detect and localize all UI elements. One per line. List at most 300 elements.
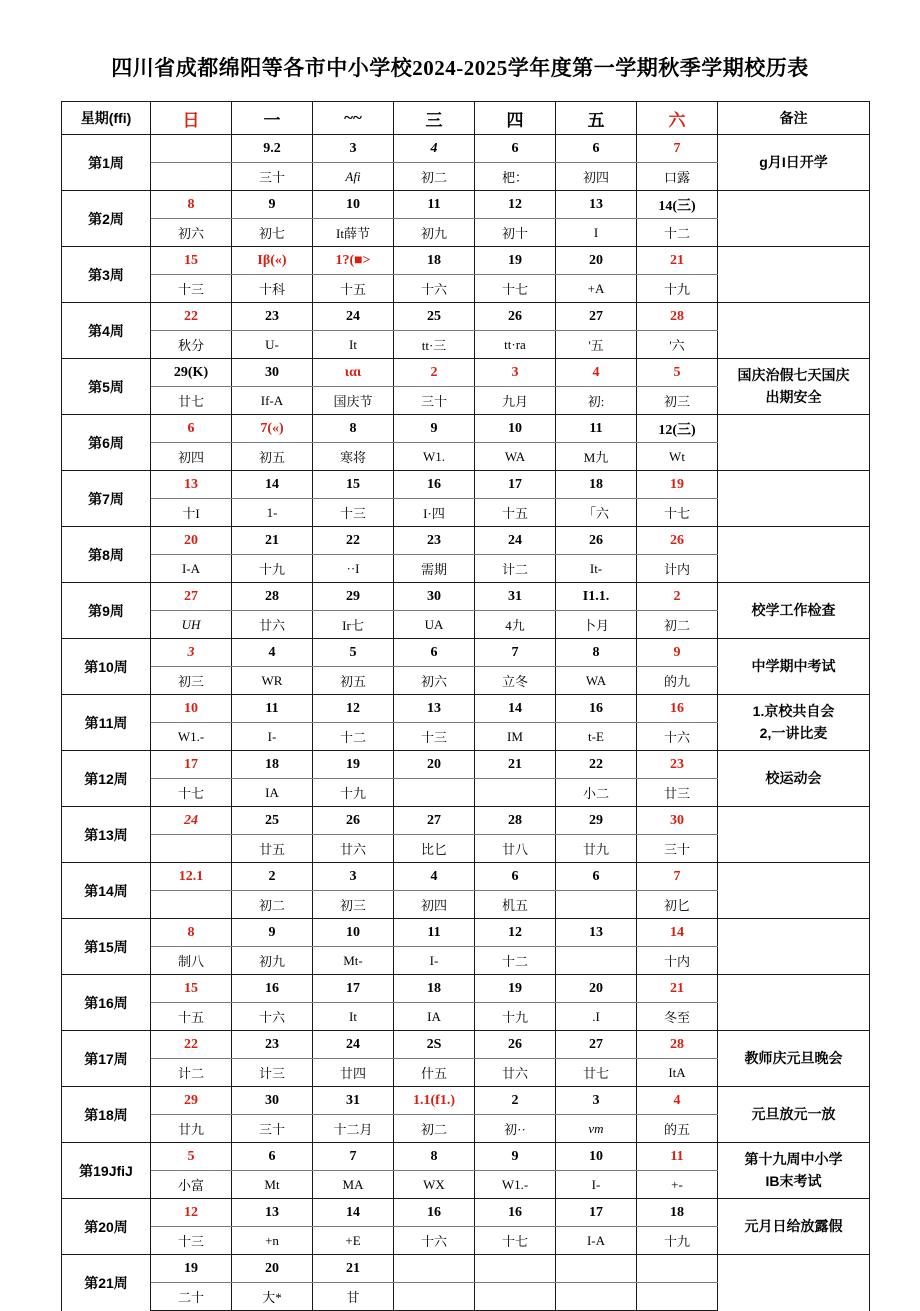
lunar-cell	[475, 779, 556, 807]
date-cell: 4	[232, 639, 313, 667]
week-label-cell: 第8周	[62, 527, 151, 583]
date-cell: 26	[313, 807, 394, 835]
lunar-cell: 十科	[232, 275, 313, 303]
lunar-cell: 十二	[475, 947, 556, 975]
header-day-tuesday: ~~	[313, 102, 394, 135]
lunar-cell: 小富	[151, 1171, 232, 1199]
date-cell: 6	[151, 415, 232, 443]
lunar-cell: IM	[475, 723, 556, 751]
lunar-cell: 小二	[556, 779, 637, 807]
date-cell: 20	[232, 1255, 313, 1283]
week-label-cell: 第6周	[62, 415, 151, 471]
date-cell: 8	[151, 191, 232, 219]
date-cell: 31	[475, 583, 556, 611]
lunar-cell: 初四	[556, 163, 637, 191]
date-cell: 12	[151, 1199, 232, 1227]
date-cell: 17	[313, 975, 394, 1003]
note-line: 国庆治假七天国庆	[737, 366, 850, 383]
lunar-cell: 初三	[637, 387, 718, 415]
date-cell: 6	[475, 863, 556, 891]
lunar-cell: 国庆节	[313, 387, 394, 415]
lunar-cell: 初五	[232, 443, 313, 471]
lunar-cell: 三十	[637, 835, 718, 863]
header-day-thursday: 四	[475, 102, 556, 135]
table-row	[62, 471, 870, 499]
date-cell: 22	[556, 751, 637, 779]
lunar-cell: 二十	[151, 1283, 232, 1311]
lunar-cell: 计三	[232, 1059, 313, 1087]
date-cell: 23	[232, 303, 313, 331]
date-cell: 13	[394, 695, 475, 723]
note-cell	[718, 1143, 870, 1199]
week-label-cell: 第18周	[62, 1087, 151, 1143]
note-cell	[718, 1199, 870, 1255]
date-cell: 29	[556, 807, 637, 835]
lunar-cell	[556, 891, 637, 919]
lunar-cell: UH	[151, 611, 232, 639]
table-row	[62, 975, 870, 1003]
date-cell: 27	[394, 807, 475, 835]
lunar-cell: I-	[556, 1171, 637, 1199]
lunar-cell: t-E	[556, 723, 637, 751]
date-cell: 29	[151, 1087, 232, 1115]
lunar-cell: W1.	[394, 443, 475, 471]
lunar-cell: Wt	[637, 443, 718, 471]
note-line: g月I日开学	[759, 153, 828, 170]
date-cell: 10	[313, 191, 394, 219]
note-cell	[718, 191, 870, 247]
table-row	[62, 583, 870, 611]
lunar-cell: Afi	[313, 163, 394, 191]
lunar-cell: 杷：	[475, 163, 556, 191]
note-line: 中学期中考试	[751, 657, 836, 674]
lunar-cell: 的五	[637, 1115, 718, 1143]
date-cell: 9	[637, 639, 718, 667]
table-row	[62, 1087, 870, 1115]
note-cell	[718, 751, 870, 807]
lunar-cell: M九	[556, 443, 637, 471]
date-cell: 8	[151, 919, 232, 947]
header-day-friday: 五	[556, 102, 637, 135]
lunar-cell: 初三	[313, 891, 394, 919]
table-row	[62, 751, 870, 779]
date-cell: 26	[475, 303, 556, 331]
date-cell: 25	[394, 303, 475, 331]
date-cell: 31	[313, 1087, 394, 1115]
date-cell	[475, 1255, 556, 1283]
lunar-cell: 计二	[475, 555, 556, 583]
lunar-cell: 立冬	[475, 667, 556, 695]
lunar-cell: 廿八	[475, 835, 556, 863]
date-cell: 27	[151, 583, 232, 611]
note-line: IB末考试	[765, 1172, 822, 1189]
lunar-cell	[394, 779, 475, 807]
date-cell: 24	[475, 527, 556, 555]
note-cell	[718, 359, 870, 415]
week-label-cell: 第16周	[62, 975, 151, 1031]
lunar-cell: 十六	[232, 1003, 313, 1031]
date-cell: 7	[313, 1143, 394, 1171]
date-cell: 12	[475, 191, 556, 219]
note-cell	[718, 639, 870, 695]
date-cell: 6	[475, 135, 556, 163]
date-cell: 23	[394, 527, 475, 555]
date-cell: 15	[313, 471, 394, 499]
date-cell: 7(«)	[232, 415, 313, 443]
lunar-cell	[475, 1283, 556, 1311]
date-cell: 2	[475, 1087, 556, 1115]
lunar-cell: 初四	[394, 891, 475, 919]
lunar-cell: Mt-	[313, 947, 394, 975]
lunar-cell: 初七	[232, 219, 313, 247]
date-cell: 6	[556, 863, 637, 891]
lunar-cell: +n	[232, 1227, 313, 1255]
date-cell: 6	[394, 639, 475, 667]
date-cell: I1.1.	[556, 583, 637, 611]
lunar-cell: It	[313, 331, 394, 359]
lunar-cell	[394, 1283, 475, 1311]
table-row	[62, 303, 870, 331]
lunar-cell: 三十	[232, 163, 313, 191]
date-cell: 17	[556, 1199, 637, 1227]
date-cell: 16	[637, 695, 718, 723]
date-cell: 8	[313, 415, 394, 443]
table-row	[62, 527, 870, 555]
date-cell: 20	[151, 527, 232, 555]
lunar-cell	[151, 163, 232, 191]
lunar-cell: 廿七	[556, 1059, 637, 1087]
note-line: 元月日给放露假	[744, 1217, 843, 1234]
date-cell: 2	[232, 863, 313, 891]
date-cell: 21	[637, 247, 718, 275]
date-cell: 7	[637, 135, 718, 163]
date-cell: 23	[637, 751, 718, 779]
table-row	[62, 1031, 870, 1059]
note-line: 教师庆元旦晚会	[744, 1049, 843, 1066]
lunar-cell: MA	[313, 1171, 394, 1199]
lunar-cell: WX	[394, 1171, 475, 1199]
lunar-cell: U-	[232, 331, 313, 359]
lunar-cell: 4九	[475, 611, 556, 639]
date-cell: 15	[151, 247, 232, 275]
lunar-cell: 十I	[151, 499, 232, 527]
lunar-cell: 十七	[475, 1227, 556, 1255]
date-cell: 10	[475, 415, 556, 443]
date-cell: 28	[637, 1031, 718, 1059]
date-cell: 13	[232, 1199, 313, 1227]
lunar-cell: 十三	[151, 1227, 232, 1255]
note-cell	[718, 807, 870, 863]
table-row	[62, 695, 870, 723]
lunar-cell: WR	[232, 667, 313, 695]
date-cell: 2	[394, 359, 475, 387]
date-cell: 14	[313, 1199, 394, 1227]
date-cell: 16	[394, 1199, 475, 1227]
header-note-column: 备注	[718, 102, 870, 135]
lunar-cell: 寒将	[313, 443, 394, 471]
note-cell	[718, 527, 870, 583]
lunar-cell: 十七	[475, 275, 556, 303]
header-row	[62, 102, 870, 135]
lunar-cell: 口露	[637, 163, 718, 191]
page-title: 四川省成都绵阳等各市中小学校2024-2025学年度第一学期秋季学期校历表	[111, 56, 809, 80]
note-line: 2,一讲比麦	[759, 724, 828, 741]
note-line: 第十九周中小学	[744, 1150, 843, 1167]
date-cell: 14(三)	[637, 191, 718, 219]
date-cell: 3	[313, 863, 394, 891]
date-cell: 11	[394, 919, 475, 947]
lunar-cell: '六	[637, 331, 718, 359]
note-line: 出期安全	[765, 388, 822, 405]
lunar-cell: 十二	[313, 723, 394, 751]
week-label-cell: 第2周	[62, 191, 151, 247]
lunar-cell	[556, 947, 637, 975]
date-cell: 19	[475, 975, 556, 1003]
date-cell: 28	[475, 807, 556, 835]
lunar-cell: ··I	[313, 555, 394, 583]
lunar-cell: 十九	[313, 779, 394, 807]
week-label-cell: 第20周	[62, 1199, 151, 1255]
date-cell: 9	[475, 1143, 556, 1171]
lunar-cell: ItA	[637, 1059, 718, 1087]
lunar-cell: It薛节	[313, 219, 394, 247]
lunar-cell: 初九	[394, 219, 475, 247]
date-cell: 10	[313, 919, 394, 947]
note-cell	[718, 975, 870, 1031]
note-line: 校运动会	[765, 769, 822, 786]
date-cell: 21	[637, 975, 718, 1003]
lunar-cell: 初五	[313, 667, 394, 695]
date-cell: 17	[475, 471, 556, 499]
lunar-cell: 十三	[394, 723, 475, 751]
table-header	[62, 102, 870, 135]
note-cell	[718, 1087, 870, 1143]
date-cell: 4	[394, 863, 475, 891]
table-row	[62, 359, 870, 387]
lunar-cell: 初三	[151, 667, 232, 695]
lunar-cell: 初四	[151, 443, 232, 471]
week-label-cell: 第21周	[62, 1255, 151, 1311]
lunar-cell: 需期	[394, 555, 475, 583]
lunar-cell: 「六	[556, 499, 637, 527]
lunar-cell: 廿五	[232, 835, 313, 863]
date-cell: 1?(■>	[313, 247, 394, 275]
lunar-cell: 的九	[637, 667, 718, 695]
date-cell: 25	[232, 807, 313, 835]
lunar-cell: 十九	[232, 555, 313, 583]
date-cell: 21	[232, 527, 313, 555]
lunar-cell: 十内	[637, 947, 718, 975]
lunar-cell: I-A	[556, 1227, 637, 1255]
lunar-cell: Mt	[232, 1171, 313, 1199]
lunar-cell: IA	[394, 1003, 475, 1031]
lunar-cell	[556, 1283, 637, 1311]
note-cell	[718, 247, 870, 303]
date-cell: 13	[151, 471, 232, 499]
date-cell: 22	[151, 303, 232, 331]
lunar-cell: 甘	[313, 1283, 394, 1311]
week-label-cell: 第10周	[62, 639, 151, 695]
lunar-cell: tt·三	[394, 331, 475, 359]
date-cell: 11	[556, 415, 637, 443]
lunar-cell: 初二	[394, 163, 475, 191]
date-cell: 3	[475, 359, 556, 387]
date-cell: 29(K)	[151, 359, 232, 387]
lunar-cell: 廿三	[637, 779, 718, 807]
lunar-cell: 十九	[475, 1003, 556, 1031]
note-line: 元旦放元一放	[751, 1105, 836, 1122]
table-row	[62, 191, 870, 219]
table-row	[62, 1143, 870, 1171]
date-cell: 16	[394, 471, 475, 499]
lunar-cell: 廿六	[475, 1059, 556, 1087]
week-label-cell: 第9周	[62, 583, 151, 639]
lunar-cell: 廿四	[313, 1059, 394, 1087]
lunar-cell: 十七	[151, 779, 232, 807]
lunar-cell: 初匕	[637, 891, 718, 919]
date-cell: 30	[394, 583, 475, 611]
date-cell: 4	[394, 135, 475, 163]
date-cell: 26	[556, 527, 637, 555]
date-cell: 16	[232, 975, 313, 1003]
date-cell: 29	[313, 583, 394, 611]
lunar-cell: 十九	[637, 1227, 718, 1255]
lunar-cell: 十五	[151, 1003, 232, 1031]
date-cell: 11	[232, 695, 313, 723]
lunar-cell: 十六	[394, 275, 475, 303]
table-body	[62, 135, 870, 1311]
date-cell: 18	[232, 751, 313, 779]
lunar-cell: 十二月	[313, 1115, 394, 1143]
date-cell: 16	[556, 695, 637, 723]
lunar-cell: 初六	[394, 667, 475, 695]
lunar-cell: 廿六	[313, 835, 394, 863]
table-row	[62, 807, 870, 835]
date-cell: 5	[637, 359, 718, 387]
lunar-cell: WA	[475, 443, 556, 471]
note-cell	[718, 135, 870, 191]
date-cell: 9	[232, 191, 313, 219]
date-cell: 3	[313, 135, 394, 163]
table-row	[62, 135, 870, 163]
date-cell: 26	[475, 1031, 556, 1059]
lunar-cell: +A	[556, 275, 637, 303]
date-cell: 30	[232, 1087, 313, 1115]
week-label-cell: 第1周	[62, 135, 151, 191]
lunar-cell: 初二	[232, 891, 313, 919]
lunar-cell: I-	[232, 723, 313, 751]
lunar-cell: 廿六	[232, 611, 313, 639]
date-cell: 22	[151, 1031, 232, 1059]
lunar-cell: Ir七	[313, 611, 394, 639]
date-cell: 7	[637, 863, 718, 891]
lunar-cell: 廿九	[556, 835, 637, 863]
table-row	[62, 863, 870, 891]
lunar-cell: 十五	[475, 499, 556, 527]
lunar-cell: 十七	[637, 499, 718, 527]
lunar-cell: It-	[556, 555, 637, 583]
lunar-cell: 廿九	[151, 1115, 232, 1143]
date-cell: 18	[637, 1199, 718, 1227]
date-cell: 8	[394, 1143, 475, 1171]
date-cell	[151, 135, 232, 163]
note-cell	[718, 863, 870, 919]
date-cell: 19	[313, 751, 394, 779]
lunar-cell: 初二	[637, 611, 718, 639]
date-cell: 30	[637, 807, 718, 835]
date-cell: 19	[475, 247, 556, 275]
table-row	[62, 247, 870, 275]
lunar-cell: 初九	[232, 947, 313, 975]
note-line: 校学工作检查	[751, 601, 836, 618]
lunar-cell: I	[556, 219, 637, 247]
note-line: 1.京校共自会	[752, 702, 835, 719]
week-label-cell: 第3周	[62, 247, 151, 303]
date-cell: 27	[556, 1031, 637, 1059]
table-row	[62, 1199, 870, 1227]
lunar-cell: I-	[394, 947, 475, 975]
header-day-wednesday: 三	[394, 102, 475, 135]
note-cell	[718, 583, 870, 639]
week-label-cell: 第17周	[62, 1031, 151, 1087]
table-row	[62, 415, 870, 443]
date-cell: 28	[232, 583, 313, 611]
lunar-cell: 什五	[394, 1059, 475, 1087]
note-cell	[718, 471, 870, 527]
date-cell	[637, 1255, 718, 1283]
week-label-cell: 第12周	[62, 751, 151, 807]
date-cell: 1.1(f1.)	[394, 1087, 475, 1115]
note-cell	[718, 919, 870, 975]
date-cell	[394, 1255, 475, 1283]
lunar-cell: 卜月	[556, 611, 637, 639]
lunar-cell: 十六	[394, 1227, 475, 1255]
lunar-cell: It	[313, 1003, 394, 1031]
week-label-cell: 第13周	[62, 807, 151, 863]
date-cell: 12	[313, 695, 394, 723]
lunar-cell: 冬至	[637, 1003, 718, 1031]
lunar-cell: 1-	[232, 499, 313, 527]
note-cell	[718, 303, 870, 359]
lunar-cell: 初十	[475, 219, 556, 247]
date-cell: 18	[394, 975, 475, 1003]
table-row	[62, 919, 870, 947]
date-cell: 24	[313, 1031, 394, 1059]
lunar-cell	[151, 835, 232, 863]
lunar-cell: 十六	[637, 723, 718, 751]
lunar-cell: If-A	[232, 387, 313, 415]
date-cell: 21	[475, 751, 556, 779]
table-row	[62, 639, 870, 667]
note-cell	[718, 1031, 870, 1087]
table-row	[62, 1255, 870, 1283]
date-cell: 9	[232, 919, 313, 947]
date-cell: 16	[475, 1199, 556, 1227]
date-cell: 20	[394, 751, 475, 779]
date-cell: 7	[475, 639, 556, 667]
week-label-cell: 第7周	[62, 471, 151, 527]
date-cell: 18	[394, 247, 475, 275]
date-cell: 23	[232, 1031, 313, 1059]
lunar-cell: +-	[637, 1171, 718, 1199]
lunar-cell	[637, 1283, 718, 1311]
lunar-cell: IA	[232, 779, 313, 807]
lunar-cell: 计二	[151, 1059, 232, 1087]
lunar-cell: 十九	[637, 275, 718, 303]
lunar-cell: 十三	[151, 275, 232, 303]
date-cell: 6	[232, 1143, 313, 1171]
lunar-cell: 十二	[637, 219, 718, 247]
